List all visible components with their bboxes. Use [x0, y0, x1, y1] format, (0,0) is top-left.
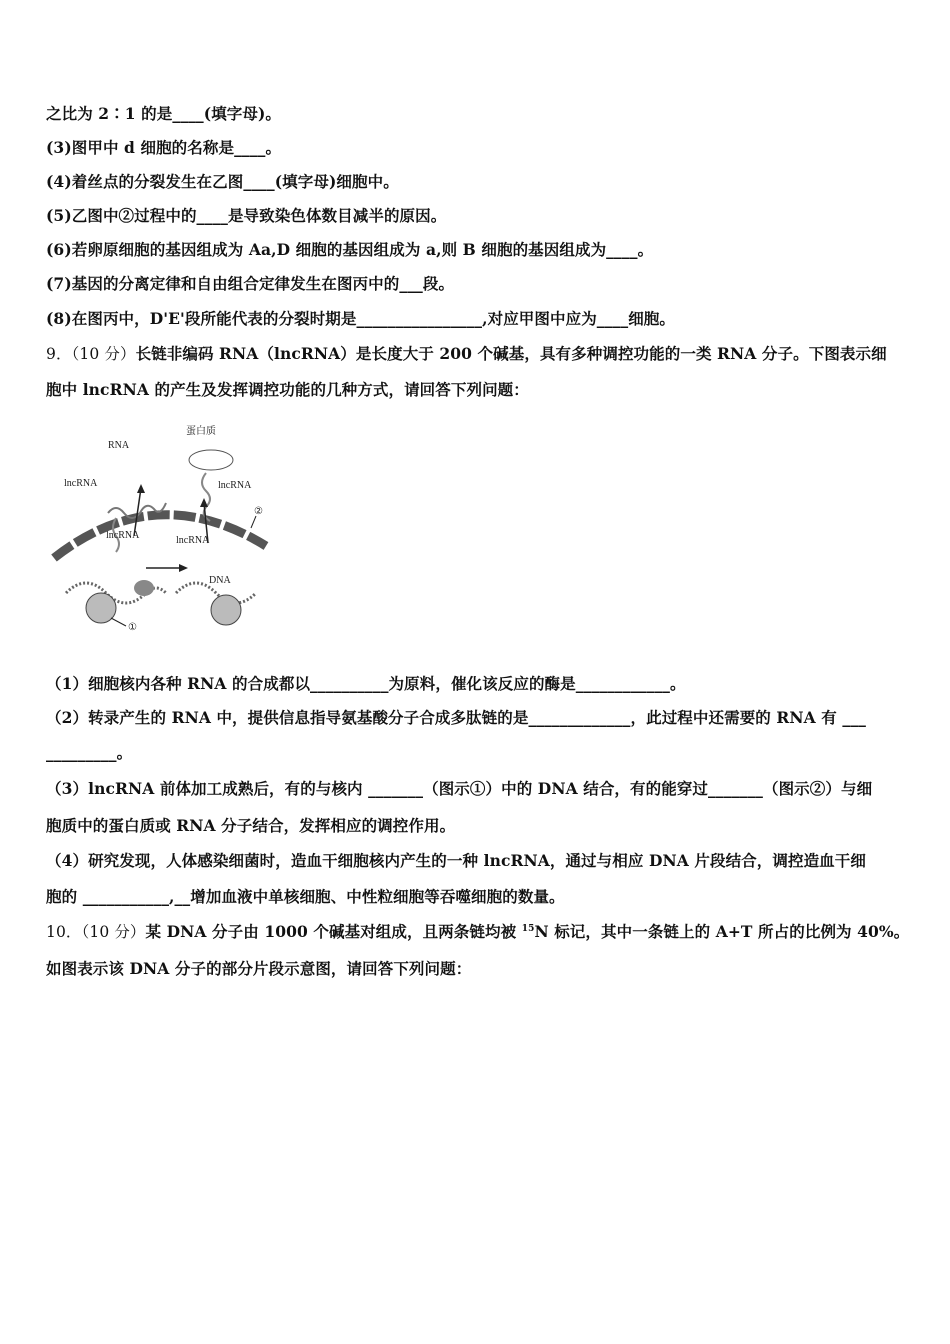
q9-number: 9．（10 分） — [46, 345, 136, 363]
label-lncrna-1: lncRNA — [64, 478, 98, 489]
nucleosome-right — [211, 595, 241, 625]
label-circle-1: ① — [128, 622, 137, 633]
q10-intro-line1 — [46, 920, 909, 942]
line-q8-6: (6)若卵原细胞的基因组成为 Aa,D 细胞的基因组成为 a,则 B 细胞的基因组成为____。 — [46, 240, 654, 259]
line-q8-8: (8)在图丙中，D'E'段所能代表的分裂时期是________________,对应甲图中应为____细胞。 — [46, 309, 675, 328]
q9-s2-line1: （2）转录产生的 RNA 中，提供信息指导氨基酸分子合成多肽链的是_____________，此过程中还需要的 RNA 有 ___ — [46, 708, 866, 727]
q9-s1: （1）细胞核内各种 RNA 的合成都以__________为原料，催化该反应的酶是____________。 — [46, 674, 686, 693]
line-q8-7: (7)基因的分离定律和自由组合定律发生在图丙中的___段。 — [46, 274, 455, 293]
label-circle-2: ② — [254, 506, 263, 517]
label-lncrna-3: lncRNA — [106, 530, 140, 541]
label-rna: RNA — [108, 440, 130, 451]
label-dna: DNA — [209, 575, 231, 586]
pointer-2 — [251, 516, 256, 528]
line-q8-3: (3)图甲中 d 细胞的名称是____。 — [46, 138, 282, 157]
line-q8-5: (5)乙图中②过程中的____是导致染色体数目减半的原因。 — [46, 206, 447, 225]
polymerase — [134, 580, 154, 596]
nuclear-membrane — [54, 515, 266, 558]
q10-number: 10．（10 分） — [46, 923, 146, 941]
q9-s4-line2: 胞的 ___________,__增加血液中单核细胞、中性粒细胞等吞噬细胞的数量。 — [46, 887, 565, 906]
q9-intro-line2: 胞中 lncRNA 的产生及发挥调控功能的几种方式，请回答下列问题： — [46, 380, 529, 399]
q10-intro-text-2: N 标记，其中一条链上的 A+T 所占的比例为 40%。 — [534, 922, 910, 941]
lncrna-diagram — [46, 418, 276, 638]
q9-s2-line2: _________。 — [46, 743, 133, 762]
label-lncrna-2: lncRNA — [218, 480, 252, 491]
q9-s3-line1: （3）lncRNA 前体加工成熟后，有的与核内 _______（图示①）中的 DNA 结合，有的能穿过_______（图示②）与细 — [46, 779, 873, 798]
q9-s4-line1: （4）研究发现，人体感染细菌时，造血干细胞核内产生的一种 lncRNA，通过与相应 DNA 片段结合，调控造血干细 — [46, 851, 866, 870]
arrow-right-head — [179, 564, 188, 572]
arrow-up-left-head — [137, 484, 145, 493]
line-q8-4: (4)着丝点的分裂发生在乙图____(填字母)细胞中。 — [46, 172, 399, 191]
q9-s3-line2: 胞质中的蛋白质或 RNA 分子结合，发挥相应的调控作用。 — [46, 816, 456, 835]
line-q8-ratio: 之比为 2∶1 的是____(填字母)。 — [46, 104, 282, 123]
q10-superscript: 15 — [521, 923, 535, 934]
q9-intro-text: 长链非编码 RNA（lncRNA）是长度大于 200 个碱基，具有多种调控功能的一类 RNA 分子。下图表示细 — [135, 344, 887, 363]
q10-intro-text-1: 某 DNA 分子由 1000 个碱基对组成，且两条链均被 — [145, 922, 522, 941]
label-protein: 蛋白质 — [186, 426, 216, 437]
lncrna-squiggle-right — [202, 473, 210, 521]
pointer-1 — [111, 618, 126, 626]
q9-intro-line1 — [46, 342, 887, 364]
arrow-up-right-head — [200, 498, 208, 507]
label-lncrna-4: lncRNA — [176, 535, 210, 546]
q10-intro-line2: 如图表示该 DNA 分子的部分片段示意图，请回答下列问题： — [46, 959, 472, 978]
protein-blob — [189, 450, 233, 470]
